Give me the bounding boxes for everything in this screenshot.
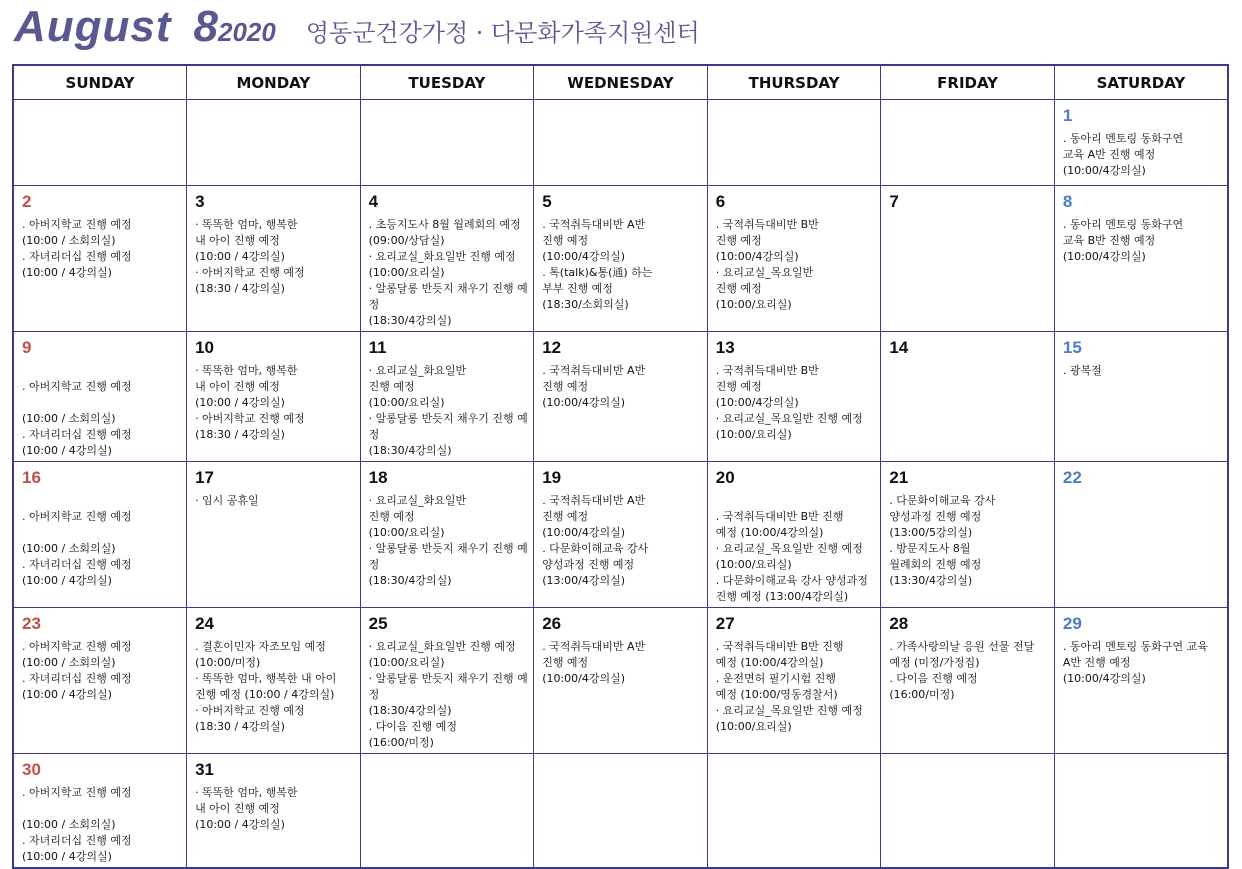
day-number: 13 <box>715 338 735 357</box>
day-number: 23 <box>22 614 41 633</box>
event-text: . 국적취득대비반 A반 진행 예정 (10:00/4강의실) <box>542 364 646 409</box>
day-number: 15 <box>1062 338 1082 357</box>
day-number: 7 <box>889 192 899 211</box>
month-number: 8 <box>193 2 219 51</box>
day-cell[interactable] <box>534 100 708 186</box>
day-cell[interactable] <box>1054 186 1228 332</box>
day-cell[interactable] <box>187 100 361 186</box>
day-cell[interactable] <box>187 332 361 462</box>
day-cell[interactable] <box>881 462 1055 608</box>
day-number: 4 <box>368 192 379 211</box>
event-text: . 국적취득대비반 A반 진행 예정 (10:00/4강의실) . 다문화이해교육 강사 양성과정 진행 예정 (13:00/4강의실) <box>542 494 649 587</box>
day-cell[interactable] <box>360 754 534 869</box>
day-number: 16 <box>22 468 41 487</box>
event-text: . 가족사랑의날 응원 선물 전달 예정 (미정/가정집) . 다이음 진행 예정 (16:00/미정) <box>889 640 1035 701</box>
event-text: . 동아리 멘토링 동화구연 교육 A반 진행 예정 (10:00/4강의실) <box>1062 640 1208 685</box>
event-text: . 아버지학교 진행 예정 (10:00 / 소회의실) . 자녀리더십 진행 예정 (10:00 / 4강의실) <box>22 380 132 457</box>
day-cell[interactable] <box>360 332 534 462</box>
weekday-wednesday: WEDNESDAY <box>534 65 708 100</box>
organization-name: 영동군건강가정 · 다문화가족지원센터 <box>305 19 700 47</box>
event-text: . 국적취득대비반 B반 진행 예정 (10:00/4강의실) · 요리교실_목요일반 진행 예정 (10:00/요리실) <box>715 218 819 311</box>
day-cell[interactable] <box>881 754 1055 869</box>
event-text: . 아버지학교 진행 예정 (10:00 / 소회의실) . 자녀리더십 진행 예정 (10:00 / 4강의실) <box>22 640 132 701</box>
day-cell[interactable] <box>13 462 187 608</box>
weekday-saturday: SATURDAY <box>1054 65 1228 100</box>
day-number: 2 <box>22 192 32 211</box>
month-title: August <box>14 2 172 51</box>
day-cell[interactable] <box>707 100 881 186</box>
day-number: 25 <box>368 614 388 633</box>
day-number: 12 <box>542 338 562 357</box>
day-number: 30 <box>22 760 41 779</box>
calendar-grid <box>12 64 1229 869</box>
event-text: . 국적취득대비반 B반 진행 예정 (10:00/4강의실) · 요리교실_목요일반 진행 예정 (10:00/요리실) <box>715 364 863 441</box>
day-cell[interactable] <box>707 186 881 332</box>
event-text: · 임시 공휴일 <box>195 494 259 507</box>
event-text: . 국적취득대비반 A반 진행 예정 (10:00/4강의실) <box>542 640 646 685</box>
event-text: . 결혼이민자 자조모임 예정 (10:00/미정) · 똑똑한 엄마, 행복한 내 아이 진행 예정 (10:00 / 4강의실) · 아버지학교 진행 예정 (18:30 / 4강의실) <box>195 640 337 733</box>
day-cell[interactable] <box>13 332 187 462</box>
day-number: 26 <box>542 614 562 633</box>
event-text: · 요리교실_화요일반 진행 예정 (10:00/요리실) · 알롱달롱 반듯지 채우기 진행 예정 (18:30/4강의실) <box>368 494 528 587</box>
day-cell[interactable] <box>187 608 361 754</box>
day-cell[interactable] <box>881 186 1055 332</box>
day-number: 17 <box>195 468 214 487</box>
day-cell[interactable] <box>360 462 534 608</box>
day-cell[interactable] <box>707 462 881 608</box>
day-number: 31 <box>195 760 214 779</box>
day-number: 5 <box>542 192 552 211</box>
day-cell[interactable] <box>360 100 534 186</box>
weekday-friday: FRIDAY <box>881 65 1055 100</box>
day-cell[interactable] <box>534 608 708 754</box>
day-number: 21 <box>889 468 909 487</box>
day-cell[interactable] <box>534 754 708 869</box>
day-cell[interactable] <box>187 462 361 608</box>
day-cell[interactable] <box>1054 754 1228 869</box>
day-cell[interactable] <box>187 754 361 869</box>
week-row <box>13 462 1228 608</box>
day-cell[interactable] <box>187 186 361 332</box>
event-text: · 똑똑한 엄마, 행복한 내 아이 진행 예정 (10:00 / 4강의실) · 아버지학교 진행 예정 (18:30 / 4강의실) <box>195 364 305 441</box>
day-number: 10 <box>195 338 214 357</box>
day-cell[interactable] <box>1054 100 1228 186</box>
day-number: 18 <box>368 468 388 487</box>
day-cell[interactable] <box>534 186 708 332</box>
event-text: . 동아리 멘토링 동화구연 교육 B반 진행 예정 (10:00/4강의실) <box>1062 218 1184 263</box>
event-text: . 동아리 멘토링 동화구연 교육 A반 진행 예정 (10:00/4강의실) <box>1062 132 1184 177</box>
event-text: · 요리교실_화요일반 진행 예정 (10:00/요리실) · 알롱달롱 반듯지 채우기 진행 예정 (18:30/4강의실) . 다이음 진행 예정 (16:00/미정) <box>368 640 528 749</box>
day-cell[interactable] <box>881 100 1055 186</box>
week-row <box>13 332 1228 462</box>
event-text: . 아버지학교 진행 예정 (10:00 / 소회의실) . 자녀리더십 진행 예정 (10:00 / 4강의실) <box>22 786 132 863</box>
day-number: 3 <box>195 192 205 211</box>
event-text: . 아버지학교 진행 예정 (10:00 / 소회의실) . 자녀리더십 진행 예정 (10:00 / 4강의실) <box>22 218 132 279</box>
day-number: 19 <box>542 468 562 487</box>
event-text: · 똑똑한 엄마, 행복한 내 아이 진행 예정 (10:00 / 4강의실) · 아버지학교 진행 예정 (18:30 / 4강의실) <box>195 218 305 295</box>
event-text: . 국적취득대비반 B반 진행 예정 (10:00/4강의실) · 요리교실_목요일반 진행 예정 (10:00/요리실) . 다문화이해교육 강사 양성과정 진행 예정 (13:00/4강의실) <box>715 510 868 603</box>
day-number: 22 <box>1062 468 1082 487</box>
day-number: 1 <box>1062 106 1073 125</box>
calendar-header <box>14 2 700 60</box>
weekday-thursday: THURSDAY <box>707 65 881 100</box>
day-number: 6 <box>715 192 726 211</box>
day-cell[interactable] <box>707 754 881 869</box>
day-number: 11 <box>368 338 387 357</box>
day-cell[interactable] <box>534 332 708 462</box>
weekday-sunday: SUNDAY <box>13 65 187 100</box>
weekday-tuesday: TUESDAY <box>360 65 534 100</box>
event-text: . 광복절 <box>1062 364 1102 377</box>
day-cell[interactable] <box>13 186 187 332</box>
day-cell[interactable] <box>707 608 881 754</box>
day-cell[interactable] <box>1054 332 1228 462</box>
day-number: 20 <box>715 468 735 487</box>
day-number: 8 <box>1062 192 1073 211</box>
weekday-monday: MONDAY <box>187 65 361 100</box>
day-cell[interactable] <box>360 186 534 332</box>
day-cell[interactable] <box>13 608 187 754</box>
day-cell[interactable] <box>360 608 534 754</box>
week-row <box>13 608 1228 754</box>
event-text: · 요리교실_화요일반 진행 예정 (10:00/요리실) · 알롱달롱 반듯지 채우기 진행 예정 (18:30/4강의실) <box>368 364 528 457</box>
event-text: . 아버지학교 진행 예정 (10:00 / 소회의실) . 자녀리더십 진행 예정 (10:00 / 4강의실) <box>22 510 132 587</box>
event-text: . 국적취득대비반 A반 진행 예정 (10:00/4강의실) . 톡(talk)&통(通) 하는 부부 진행 예정 (18:30/소회의실) <box>542 218 653 311</box>
day-cell[interactable] <box>881 332 1055 462</box>
event-text: . 국적취득대비반 B반 진행 예정 (10:00/4강의실) . 운전면허 필기시험 진행 예정 (10:00/영동경찰서) · 요리교실_목요일반 진행 예정 (10:00/요리실) <box>715 640 863 733</box>
day-number: 28 <box>889 614 909 633</box>
day-number: 27 <box>715 614 735 633</box>
week-row <box>13 186 1228 332</box>
week-row <box>13 100 1228 186</box>
event-text: . 초등지도사 8월 월례회의 예정 (09:00/상담실) · 요리교실_화요일반 진행 예정 (10:00/요리실) · 알롱달롱 반듯지 채우기 진행 예정 (18:30/4강의실) <box>368 218 528 327</box>
day-number: 14 <box>889 338 909 357</box>
day-cell[interactable] <box>13 100 187 186</box>
day-cell[interactable] <box>1054 462 1228 608</box>
day-number: 9 <box>22 338 32 357</box>
day-cell[interactable] <box>534 462 708 608</box>
day-number: 24 <box>195 614 214 633</box>
event-text: · 똑똑한 엄마, 행복한 내 아이 진행 예정 (10:00 / 4강의실) <box>195 786 298 831</box>
day-cell[interactable] <box>13 754 187 869</box>
week-row <box>13 754 1228 869</box>
event-text: . 다문화이해교육 강사 양성과정 진행 예정 (13:00/5강의실) . 방문지도사 8월 월례회의 진행 예정 (13:30/4강의실) <box>889 494 996 587</box>
year-label: 2020 <box>218 17 276 47</box>
weekday-header-row <box>13 65 1228 100</box>
day-cell[interactable] <box>1054 608 1228 754</box>
day-cell[interactable] <box>881 608 1055 754</box>
day-number: 29 <box>1062 614 1082 633</box>
day-cell[interactable] <box>707 332 881 462</box>
